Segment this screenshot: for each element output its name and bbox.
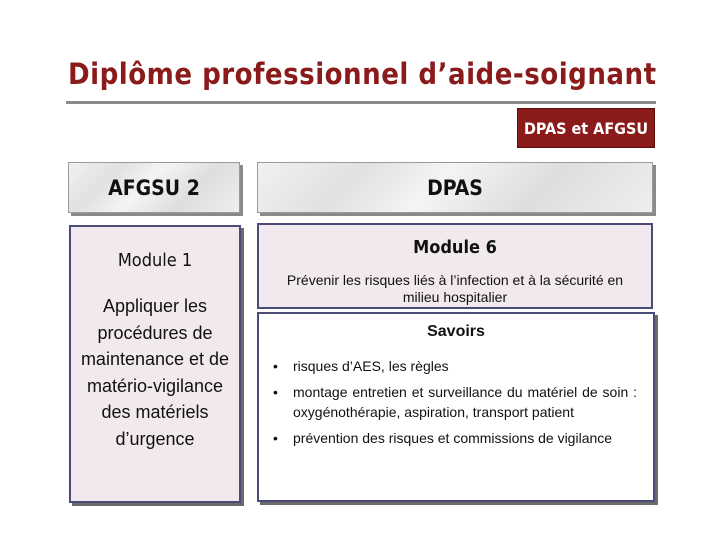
savoir-text: montage entretien et surveillance du matériel de soin : oxygénothérapie, aspiration, transport patient	[293, 384, 637, 420]
bullet-icon: •	[273, 430, 278, 446]
dpas-header: DPAS	[257, 162, 653, 213]
page-title: Diplôme professionnel d’aide-soignant	[68, 57, 657, 91]
savoir-text: prévention des risques et commissions de vigilance	[293, 430, 613, 446]
list-item	[269, 356, 637, 376]
afgsu-module-text: Appliquer les procédures de maintenance et de matério-vigilance des matériels d’urgence	[80, 296, 230, 449]
afgsu-module-label: Module 1	[117, 250, 193, 271]
dpas-module-text: Prévenir les risques liés à l’infection et à la sécurité en milieu hospitalier	[286, 272, 624, 305]
savoir-text: risques d’AES, les règles	[293, 358, 449, 374]
dpas-module-title: Module 6	[413, 237, 497, 258]
savoirs-title: Savoirs	[427, 323, 485, 340]
bullet-icon: •	[273, 358, 278, 374]
dpas-module-panel	[257, 223, 653, 309]
list-item	[269, 382, 637, 422]
title-divider	[66, 101, 656, 104]
bullet-icon: •	[273, 384, 278, 400]
section-badge: DPAS et AFGSU	[517, 108, 655, 148]
savoirs-list	[269, 356, 637, 448]
list-item	[269, 428, 637, 448]
afgsu-header: AFGSU 2	[68, 162, 240, 213]
afgsu-panel	[69, 225, 241, 503]
savoirs-panel	[257, 312, 655, 502]
